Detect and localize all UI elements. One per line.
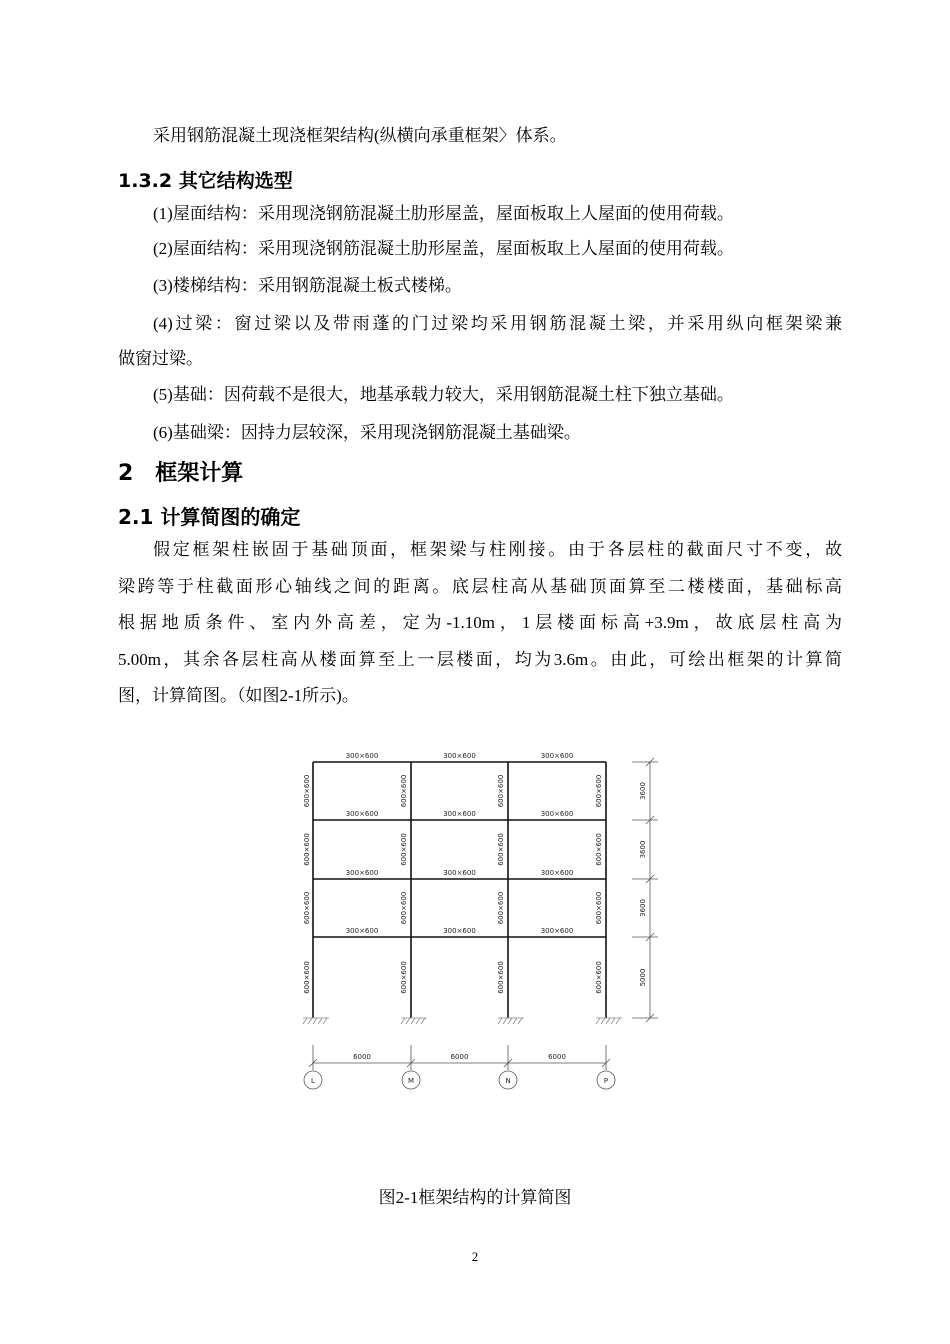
fixed-support-hatch <box>518 1018 522 1024</box>
column-label: 600×600 <box>400 961 408 994</box>
column-label: 600×600 <box>497 833 505 866</box>
beam-label: 300×600 <box>345 752 379 760</box>
fixed-support-hatch <box>411 1018 415 1024</box>
heading-2: 2 框架计算 <box>118 461 244 486</box>
column-label: 600×600 <box>497 774 505 808</box>
column-label: 600×600 <box>595 833 603 866</box>
column-label: 600×600 <box>400 833 408 866</box>
beam-label: 300×600 <box>345 810 379 818</box>
fixed-support-hatch <box>421 1018 425 1024</box>
fixed-support-hatch <box>513 1018 517 1024</box>
fixed-support-hatch <box>318 1018 322 1024</box>
list-item: (5)基础：因荷载不是很大，地基承载力较大，采用钢筋混凝土柱下独立基础。 <box>153 385 734 404</box>
heading-1-3-2: 1.3.2 其它结构选型 <box>118 170 293 192</box>
fixed-support-hatch <box>303 1018 307 1024</box>
list-item: (6)基础梁：因持力层较深，采用现浇钢筋混凝土基础梁。 <box>153 423 581 442</box>
paragraph-line: 梁跨等于柱截面形心轴线之间的距离。底层柱高从基础顶面算至二楼楼面，基础标高 <box>118 577 842 596</box>
list-item: (4)过梁：窗过梁以及带雨蓬的门过梁均采用钢筋混凝土梁，并采用纵向框架梁兼 <box>153 314 842 333</box>
axis-label: N <box>505 1077 511 1085</box>
column-label: 600×600 <box>595 891 603 925</box>
beam-label: 300×600 <box>443 927 476 935</box>
fixed-support-hatch <box>323 1018 327 1024</box>
column-label: 600×600 <box>400 891 408 925</box>
column-label: 600×600 <box>595 774 603 808</box>
heading-2-1: 2.1 计算简图的确定 <box>118 505 301 529</box>
fixed-support-hatch <box>406 1018 410 1024</box>
column-label: 600×600 <box>303 961 311 994</box>
story-height-label: 5000 <box>639 968 647 987</box>
fixed-support-hatch <box>308 1018 312 1024</box>
paragraph-line: 根据地质条件、室内外高差，定为-1.10m，1层楼面标高+3.9m，故底层柱高为 <box>118 613 842 632</box>
list-item-cont: 做窗过梁。 <box>118 349 203 368</box>
axis-label: P <box>603 1077 609 1085</box>
beam-label: 300×600 <box>443 752 476 760</box>
fixed-support-hatch <box>611 1018 615 1024</box>
beam-label: 300×600 <box>540 752 574 760</box>
beam-label: 300×600 <box>345 927 379 935</box>
paragraph-line: 5.00m，其余各层柱高从楼面算至上一层楼面，均为3.6m。由此，可绘出框架的计算简 <box>118 650 842 669</box>
intro-text: 采用钢筋混凝土现浇框架结构(纵横向承重框架〉体系。 <box>153 126 567 145</box>
fixed-support-hatch <box>616 1018 620 1024</box>
column-label: 600×600 <box>595 961 603 994</box>
figure-caption: 图2-1框架结构的计算简图 <box>378 1188 572 1207</box>
story-height-label: 3600 <box>639 840 647 859</box>
fixed-support-hatch <box>508 1018 512 1024</box>
fixed-support-hatch <box>313 1018 317 1024</box>
span-label: 6000 <box>450 1053 469 1061</box>
list-item: (3)楼梯结构：采用钢筋混凝土板式楼梯。 <box>153 276 462 295</box>
paragraph-line: 假定框架柱嵌固于基础顶面，框架梁与柱刚接。由于各层柱的截面尺寸不变，故 <box>153 540 842 559</box>
beam-label: 300×600 <box>540 927 574 935</box>
fixed-support-hatch <box>606 1018 610 1024</box>
fixed-support-hatch <box>503 1018 507 1024</box>
axis-label: M <box>407 1077 415 1085</box>
story-height-label: 3600 <box>639 782 647 800</box>
fixed-support-hatch <box>596 1018 600 1024</box>
frame-diagram <box>290 740 670 1100</box>
list-item: (2)屋面结构：采用现浇钢筋混凝土肋形屋盖，屋面板取上人屋面的使用荷载。 <box>153 239 734 258</box>
fixed-support-hatch <box>416 1018 420 1024</box>
fixed-support-hatch <box>601 1018 605 1024</box>
paragraph-line: 图，计算简图。（如图2-1所示)。 <box>118 686 359 705</box>
column-label: 600×600 <box>497 891 505 925</box>
fixed-support-hatch <box>401 1018 405 1024</box>
story-height-label: 3600 <box>639 899 647 917</box>
span-label: 6000 <box>353 1053 371 1061</box>
column-label: 600×600 <box>303 774 311 808</box>
axis-label: L <box>311 1077 315 1085</box>
column-label: 600×600 <box>400 774 408 808</box>
list-item: (1)屋面结构：采用现浇钢筋混凝土肋形屋盖，屋面板取上人屋面的使用荷载。 <box>153 204 734 223</box>
beam-label: 300×600 <box>443 810 476 818</box>
beam-label: 300×600 <box>540 810 574 818</box>
column-label: 600×600 <box>303 891 311 925</box>
beam-label: 300×600 <box>443 869 476 877</box>
beam-label: 300×600 <box>345 869 379 877</box>
beam-label: 300×600 <box>540 869 574 877</box>
fixed-support-hatch <box>498 1018 502 1024</box>
column-label: 600×600 <box>303 833 311 866</box>
span-label: 6000 <box>548 1053 566 1061</box>
page-number: 2 <box>471 1249 479 1264</box>
column-label: 600×600 <box>497 961 505 994</box>
